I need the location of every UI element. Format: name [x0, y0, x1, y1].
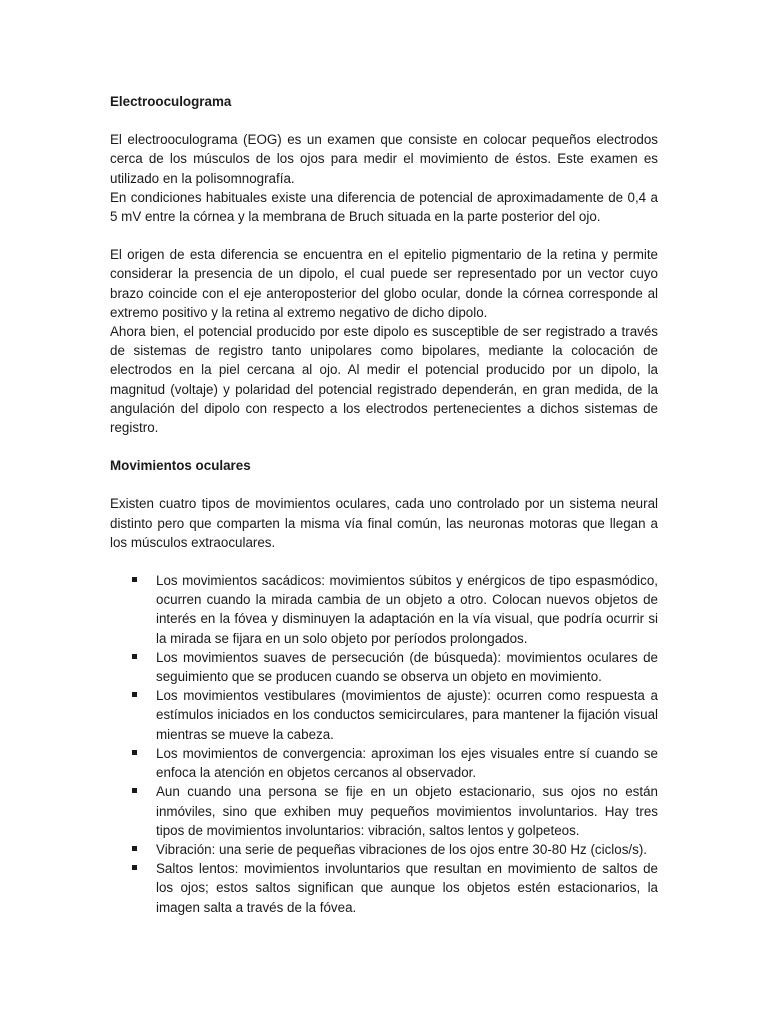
document-title: Electrooculograma	[110, 94, 232, 109]
list-item-text: Los movimientos vestibulares (movimientos de ajuste): ocurren como respuesta a estímulos iniciados en los conductos semicirculares, para mantener la fijación visual mientras se mueve la cabeza.	[156, 688, 658, 742]
list-item	[110, 648, 658, 686]
paragraph-dipole-origin: El origen de esta diferencia se encuentra en el epitelio pigmentario de la retina y permite considerar la presencia de un dipolo, el cual puede ser representado por un vector cuyo brazo coincide con el eje anteroposterior del globo ocular, donde la córnea corresponde al extremo positivo y la retina al extremo negativo de dicho dipolo.	[110, 247, 658, 320]
square-bullet-icon	[132, 577, 137, 582]
list-item	[110, 744, 658, 782]
paragraph-spacer	[110, 226, 658, 245]
list-item-text: Los movimientos de convergencia: aproximan los ejes visuales entre sí cuando se enfoca la atención en objetos cercanos al observador.	[156, 745, 658, 781]
list-item	[110, 686, 658, 744]
list-item	[110, 859, 658, 917]
paragraph-potential-difference: En condiciones habituales existe una diferencia de potencial de aproximadamente de 0,4 a 5 mV entre la córnea y la membrana de Bruch situada en la parte posterior del ojo.	[110, 189, 658, 225]
square-bullet-icon	[132, 846, 137, 851]
square-bullet-icon	[132, 654, 137, 659]
square-bullet-icon	[132, 788, 137, 793]
document-page	[110, 92, 658, 917]
list-item	[110, 782, 658, 840]
section-title: Movimientos oculares	[110, 458, 251, 474]
paragraph-eog-definition: El electrooculograma (EOG) es un examen que consiste en colocar pequeños electrodos cerca de los músculos de los ojos para medir el movimiento de éstos. Este examen es utilizado en la polisomnografía.	[110, 132, 658, 186]
square-bullet-icon	[132, 692, 137, 697]
list-item-text: Los movimientos suaves de persecución (de búsqueda): movimientos oculares de seguimiento que se producen cuando se observa un objeto en movimiento.	[156, 649, 658, 685]
list-item	[110, 571, 658, 648]
square-bullet-icon	[132, 750, 137, 755]
list-item	[110, 840, 658, 859]
list-item-text: Saltos lentos: movimientos involuntarios que resultan en movimiento de saltos de los ojos; estos saltos significan que aunque los objetos estén estacionarios, la imagen salta a través de la fóvea.	[156, 861, 658, 915]
list-item-text: Los movimientos sacádicos: movimientos súbitos y enérgicos de tipo espasmódico, ocurren cuando la mirada cambia de un objeto a otro. Colocan nuevos objetos de interés en la fóvea y disminuyen la adaptación en la vía visual, que podría ocurrir si la mirada se fijara en un solo objeto por períodos prolongados.	[156, 573, 658, 646]
list-item-text: Vibración: una serie de pequeñas vibraciones de los ojos entre 30-80 Hz (ciclos/s).	[156, 841, 648, 857]
square-bullet-icon	[132, 865, 137, 870]
paragraph-spacer	[110, 552, 658, 571]
paragraph-dipole-registration: Ahora bien, el potencial producido por este dipolo es susceptible de ser registrado a través de sistemas de registro tanto unipolares como bipolares, mediante la colocación de electrodos en la piel cercana al ojo. Al medir el potencial producido por un dipolo, la magnitud (voltaje) y polaridad del potencial registrado dependerán, en gran medida, de la angulación del dipolo con respecto a los electrodos pertenecientes a dichos sistemas de registro.	[110, 324, 658, 436]
movement-types-list	[110, 571, 658, 917]
paragraph-movements-intro: Existen cuatro tipos de movimientos oculares, cada uno controlado por un sistema neural distinto pero que comparten la misma vía final común, las neuronas motoras que llegan a los músculos extraoculares.	[110, 496, 658, 550]
paragraph-spacer	[110, 437, 658, 456]
list-item-text: Aun cuando una persona se fije en un objeto estacionario, sus ojos no están inmóviles, sino que exhiben muy pequeños movimientos involuntarios. Hay tres tipos de movimientos involuntarios: vibración, saltos lentos y golpeteos.	[156, 784, 658, 838]
